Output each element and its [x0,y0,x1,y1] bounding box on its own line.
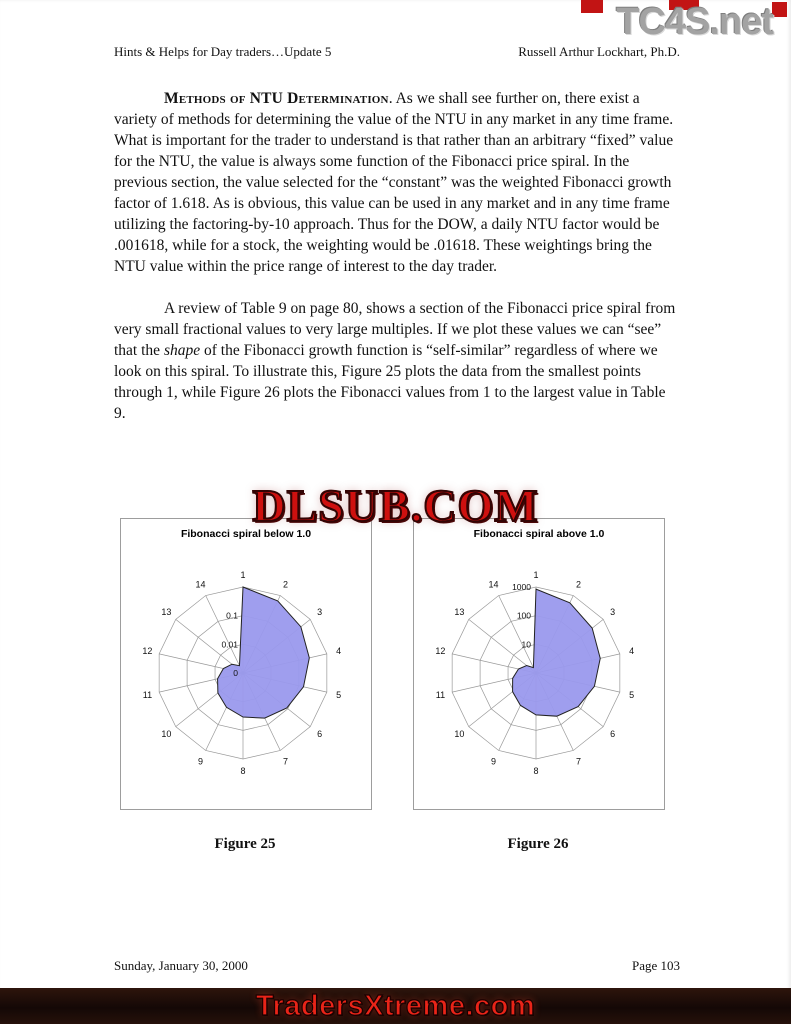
svg-text:11: 11 [435,689,446,700]
page-header [114,44,680,60]
fibonacci-spiral-chart-above-1 [414,542,664,794]
svg-text:13: 13 [161,606,172,617]
svg-text:3: 3 [610,606,616,617]
svg-text:14: 14 [488,579,499,590]
svg-text:1: 1 [240,569,246,580]
header-left-title: Hints & Helps for Day traders…Update 5 [114,44,332,59]
chart-title-above-1: Fibonacci spiral above 1.0 [473,528,605,540]
svg-text:13: 13 [454,606,465,617]
paragraph-review [114,298,680,424]
chart-title-below-1: Fibonacci spiral below 1.0 [180,528,312,540]
svg-text:0.01: 0.01 [221,639,238,650]
tradersxtreme-banner-text: TradersXtreme.com [255,989,536,1022]
svg-text:4: 4 [629,646,635,657]
red-accent-block [772,2,787,17]
smallcaps-heading: Methods of NTU Determination [164,90,389,107]
paragraph-methods [114,88,680,277]
svg-text:12: 12 [435,646,446,657]
paragraph-review-text-1: A review of Table 9 on page 80, shows a section of the Fibonacci price spiral from very small fractional values to very large multiples. If we plot these values we can “see” that the [114,300,676,359]
svg-text:8: 8 [240,766,246,777]
svg-text:1000: 1000 [512,582,531,592]
figure-25-box [120,518,372,810]
figure-26-caption: Figure 26 [507,836,569,852]
italic-word: shape [163,342,201,359]
svg-text:0: 0 [233,668,238,678]
svg-text:2: 2 [283,579,289,590]
svg-text:3: 3 [317,606,323,617]
svg-text:1: 1 [533,569,539,580]
svg-text:5: 5 [336,689,342,700]
tc4s-logo-text: TC4S.net [616,1,773,43]
svg-text:12: 12 [142,646,153,657]
svg-text:7: 7 [576,756,582,767]
body-text [114,88,680,445]
svg-text:10: 10 [161,729,172,740]
footer-date: Sunday, January 30, 2000 [114,958,248,973]
header-right-author: Russell Arthur Lockhart, Ph.D. [518,44,680,59]
dlsub-watermark: DLSUB.COM [252,480,539,531]
red-accent-block [581,0,603,13]
svg-text:7: 7 [283,756,289,767]
bottom-banner [0,988,791,1024]
page-footer [114,958,680,974]
tc4s-watermark [577,0,787,46]
svg-text:6: 6 [317,729,323,740]
svg-text:14: 14 [195,579,206,590]
footer-page-number: Page 103 [631,958,680,973]
svg-text:6: 6 [610,729,616,740]
figure-26-box [413,518,665,810]
svg-text:4: 4 [336,646,342,657]
svg-text:100: 100 [516,610,531,621]
svg-text:9: 9 [490,756,496,767]
svg-text:0.1: 0.1 [226,610,238,621]
figure-25-caption: Figure 25 [214,836,276,852]
svg-text:11: 11 [142,689,153,700]
paragraph-review-text-2: of the Fibonacci growth function is “self-similar” regardless of where we look on this spiral. To illustrate this, Figure 25 plots the data from the smallest points through 1, while Figure 26 plots the Fibonacci values from 1 to the largest value in Table 9. [114,342,666,422]
fibonacci-spiral-chart-below-1 [121,542,371,794]
paragraph-methods-text: . As we shall see further on, there exist a variety of methods for determining the value of the NTU in any market in any time frame. What is important for the trader to understand is that rather than an arbitrary “fixed” value for the NTU, the value is always some function of the Fibonacci price spiral. In the previous section, the value selected for the “constant” was the weighted Fibonacci growth factor of 1.618. As is obvious, this value can be used in any market and in any time frame utilizing the factoring-by-10 approach. Thus for the DOW, a daily NTU factor would be .001618, while for a stock, the weighting would be .01618. These weightings bring the NTU value within the price range of interest to the day trader. [114,90,674,275]
svg-text:9: 9 [197,756,203,767]
svg-text:10: 10 [521,639,531,650]
svg-text:10: 10 [454,729,465,740]
svg-text:8: 8 [533,766,539,777]
svg-text:5: 5 [629,689,635,700]
svg-text:2: 2 [576,579,582,590]
